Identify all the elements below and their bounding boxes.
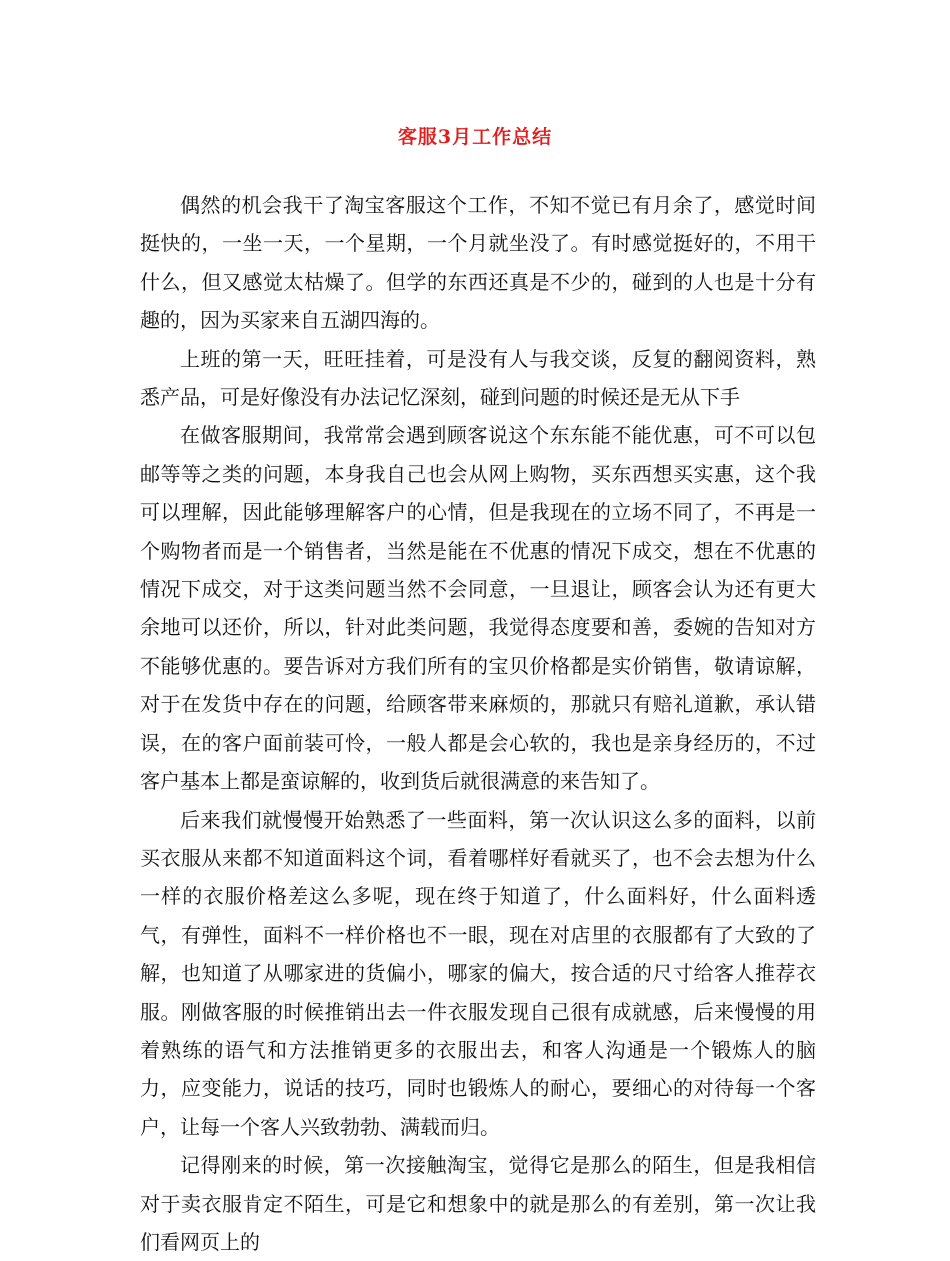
- paragraph-4: 后来我们就慢慢开始熟悉了一些面料，第一次认识这么多的面料，以前买衣服从来都不知道面料这个词，看着哪样好看就买了，也不会去想为什么一样的衣服价格差这么多呢，现在终于知道了，什么面料好，什么面料透气，有弹性，面料不一样价格也不一眼，现在对店里的衣服都有了大致的了解，也知道了从哪家进的货偏小，哪家的偏大，按合适的尺寸给客人推荐衣服。刚做客服的时候推销出去一件衣服发现自己很有成就感，后来慢慢的用着熟练的语气和方法推销更多的衣服出去，和客人沟通是一个锻炼人的脑力，应变能力，说话的技巧，同时也锻炼人的耐心，要细心的对待每一个客户，让每一个客人兴致勃勃、满载而归。: [140, 807, 816, 1139]
- document-title: 客服3月工作总结: [397, 126, 553, 148]
- document-body: [140, 186, 816, 1261]
- paragraph-1: 偶然的机会我干了淘宝客服这个工作，不知不觉已有月余了，感觉时间挺快的，一坐一天，一个星期，一个月就坐没了。有时感觉挺好的，不用干什么，但又感觉太枯燥了。但学的东西还真是不少的，碰到的人也是十分有趣的，因为买家来自五湖四海的。: [140, 193, 816, 333]
- paragraph-5: 记得刚来的时候，第一次接触淘宝，觉得它是那么的陌生，但是我相信对于卖衣服肯定不陌生，可是它和想象中的就是那么的有差别，第一次让我们看网页上的: [140, 1153, 816, 1254]
- paragraph-2: 上班的第一天，旺旺挂着，可是没有人与我交谈，反复的翻阅资料，熟悉产品，可是好像没有办法记忆深刻，碰到问题的时候还是无从下手: [140, 346, 816, 410]
- paragraph-3: 在做客服期间，我常常会遇到顾客说这个东东能不能优惠，可不可以包邮等等之类的问题，本身我自己也会从网上购物，买东西想买实惠，这个我可以理解，因此能够理解客户的心情，但是我现在的立场不同了，不再是一个购物者而是一个销售者，当然是能在不优惠的情况下成交，想在不优惠的情况下成交，对于这类问题当然不会同意，一旦退让，顾客会认为还有更大余地可以还价，所以，针对此类问题，我觉得态度要和善，委婉的告知对方不能够优惠的。要告诉对方我们所有的宝贝价格都是实价销售，敬请谅解，对于在发货中存在的问题，给顾客带来麻烦的，那就只有赔礼道歉，承认错误，在的客户面前装可怜，一般人都是会心软的，我也是亲身经历的，不过客户基本上都是蛮谅解的，收到货后就很满意的来告知了。: [140, 423, 816, 794]
